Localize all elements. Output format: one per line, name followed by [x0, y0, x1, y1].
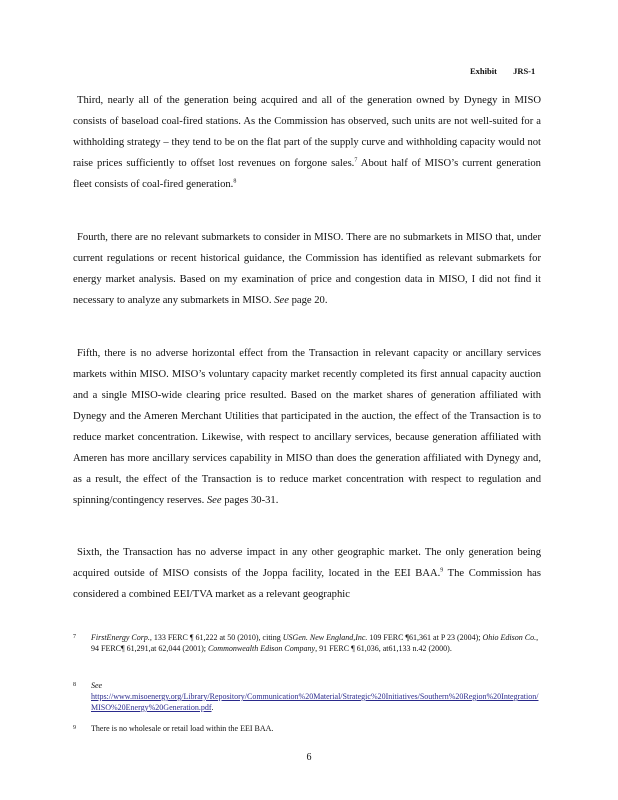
case-citation: Commonwealth Edison Company [207, 644, 316, 653]
paragraph-text: Third, nearly all of the generation being acquired and all of the generation owned by Dynegy in MISO consists of baseload coal-fired stations. As the Commission has observed, such units are not well-suited for a withholding strategy – they tend to be on the flat part of the supply curve and withholding capacity would not raise prices sufficiently to offset lost revenues on forgone sales. [73, 95, 541, 169]
footnote-ref-9[interactable]: 9 [440, 567, 444, 574]
citation-text: , 91 FERC ¶ 61,036, at61,133 n.42 (2000). [315, 644, 452, 653]
case-citation: USGen. New England,Inc. [282, 633, 368, 642]
footnote-7 [73, 632, 541, 654]
footnote-text [73, 632, 541, 654]
case-citation: FirstEnergy Corp. [91, 633, 150, 642]
footnote-text: There is no wholesale or retail load within the EEI BAA. [91, 724, 274, 733]
footnote-number: 8 [73, 682, 76, 688]
paragraph-third [73, 90, 541, 195]
paragraph-text: Fifth, there is no adverse horizontal effect from the Transaction in relevant capacity or ancillary services markets within MISO. MISO’s voluntary capacity market recently completed its first annual capacity auction and a single MISO-wide clearing price resulted. Based on the market shares of generation affiliated with Dynegy and the Ameren Merchant Utilities that participated in the auction, the effect of the Transaction is to reduce market concentration. Likewise, with respect to ancillary services, because generation affiliated with Ameren has more ancillary services capability in MISO than does the generation affiliated with Dynegy and, as a result, the effect of the Transaction is to reduce market concentration with respect to regulation and spinning/contingency reserves. [73, 348, 541, 506]
page-reference: page 20. [288, 295, 328, 306]
case-citation: Ohio Edison Co. [482, 633, 537, 642]
citation-text: , 133 FERC ¶ 61,222 at 50 (2010), citing [149, 633, 283, 642]
see-signal: See [91, 681, 103, 690]
footnote-9 [73, 723, 541, 734]
footnote-text [73, 680, 541, 713]
exhibit-header [470, 66, 535, 76]
citation-text: 109 FERC ¶61,361 at P 23 (2004); [367, 633, 483, 642]
paragraph-sixth [73, 542, 541, 605]
paragraph-fourth [73, 227, 541, 311]
citation-text: , 94 FERC¶ 61,291,at 62,044 (2001); [91, 633, 539, 653]
footnote-number: 7 [73, 634, 76, 640]
paragraph-fifth [73, 343, 541, 511]
footnote-8 [73, 680, 541, 713]
paragraph-text: Fourth, there are no relevant submarkets to consider in MISO. There are no submarkets in MISO that, under current regulations or recent historical guidance, the Commission has identified as relevant submarkets for energy market analysis. Based on my examination of price and congestion data in MISO, I did not find it necessary to analyze any submarkets in MISO. [73, 232, 541, 306]
see-signal: See [274, 295, 289, 306]
see-signal: See [206, 495, 222, 506]
page-number: 6 [306, 752, 312, 763]
exhibit-id: JRS-1 [513, 66, 536, 76]
paragraph-text: About half of MISO’s current generation fleet consists of coal-fired generation. [73, 158, 541, 190]
paragraph-text: The Commission has considered a combined EEI/TVA market as a relevant geographic [73, 568, 541, 600]
paragraph-text: Sixth, the Transaction has no adverse impact in any other geographic market. The only generation being acquired outside of MISO consists of the Joppa facility, located in the EEI BAA. [73, 547, 541, 579]
footnote-ref-8[interactable]: 8 [233, 178, 237, 185]
footnote-number: 9 [73, 725, 76, 731]
footnote-ref-7[interactable]: 7 [354, 157, 358, 164]
source-link[interactable]: https://www.misoenergy.org/Library/Repository/Communication%20Material/Strategic%20Initiatives/Southern%20Region%20Integration/MISO%20Energy%20Generation.pdf [91, 692, 539, 712]
exhibit-label: Exhibit [470, 66, 497, 76]
page-reference: pages 30-31. [221, 495, 279, 506]
footnote-period: . [211, 703, 214, 712]
